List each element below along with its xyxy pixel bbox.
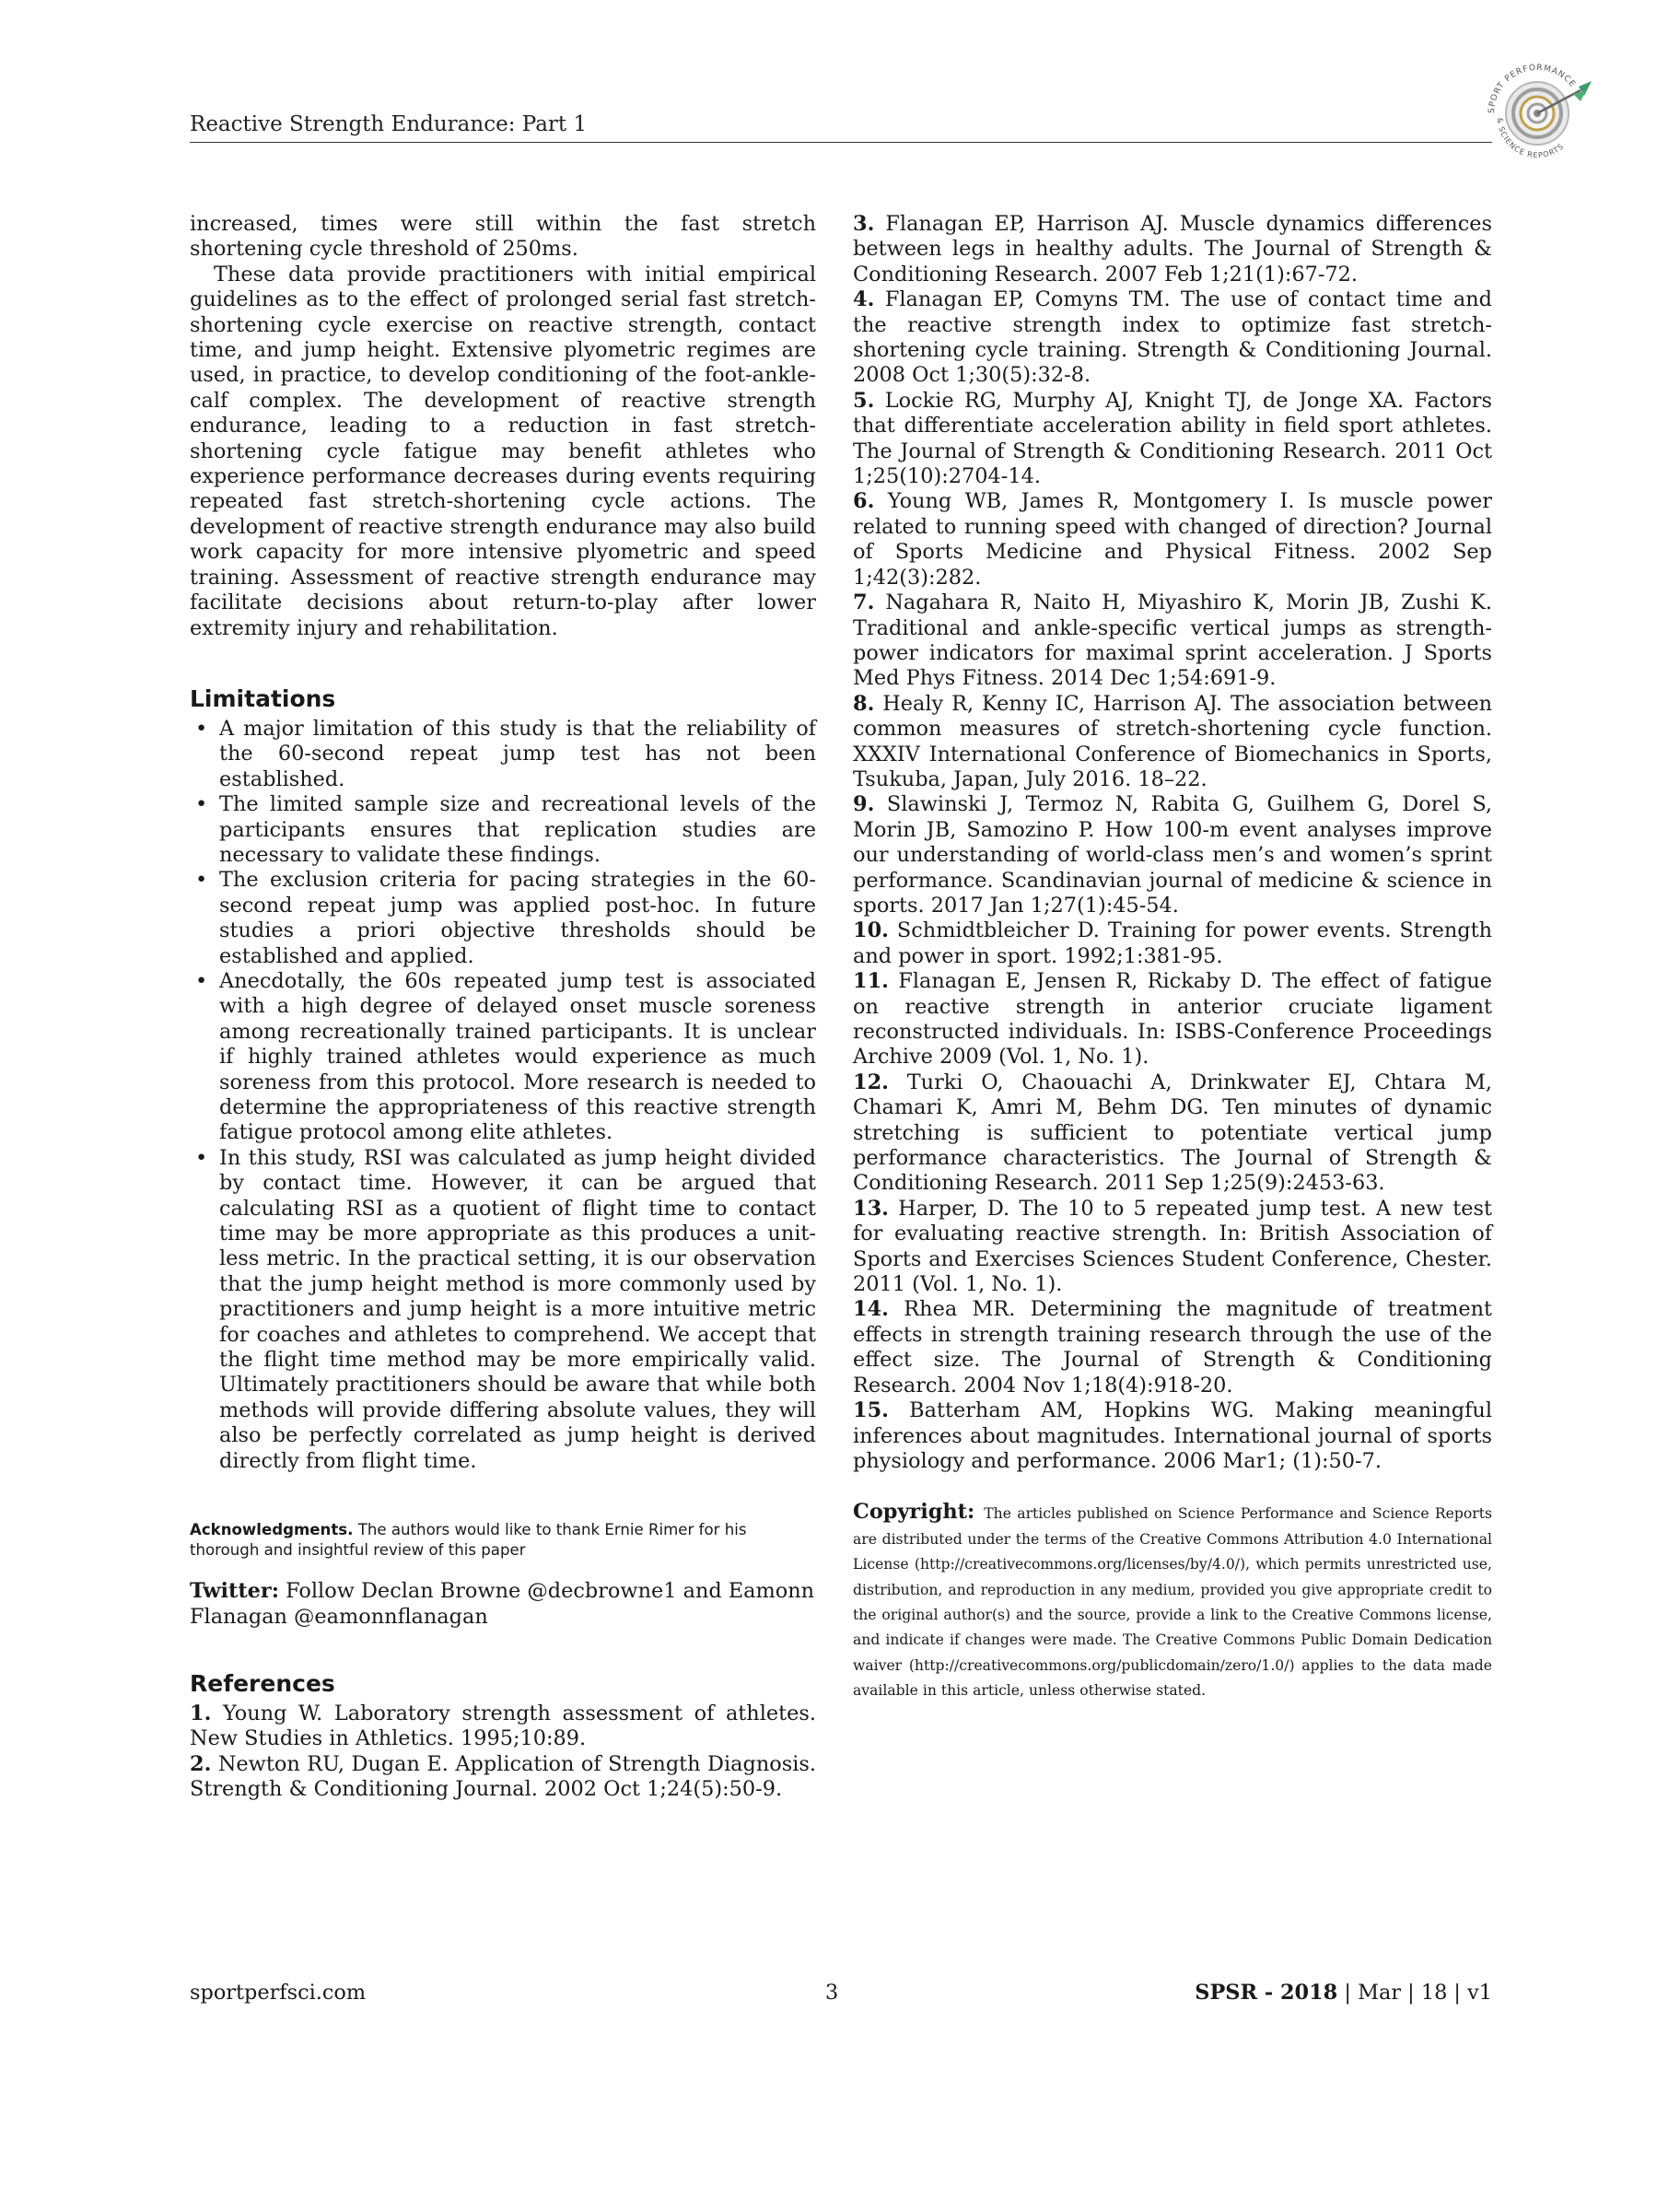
reference-number: 13.	[853, 1196, 889, 1221]
reference-text: Flanagan EP, Comyns TM. The use of contact time and the reactive strength index to optimize fast stretch-shortening cycle training. Strength & Conditioning Journal. 2008 Oct 1;30(5):32-8.	[853, 287, 1493, 388]
reference-text: Schmidtbleicher D. Training for power events. Strength and power in sport. 1992;1:381-95.	[853, 918, 1492, 968]
ack-text: The authors would like to thank Ernie Rimer for his thorough and insightful review of this paper	[190, 1521, 747, 1560]
reference-number: 11.	[853, 969, 889, 994]
reference-item	[853, 918, 1492, 969]
references-heading: References	[190, 1669, 335, 1697]
reference-item	[853, 591, 1492, 692]
reference-item	[853, 489, 1492, 591]
reference-item	[853, 212, 1492, 287]
reference-number: 3.	[853, 212, 875, 236]
list-item: • The exclusion criteria for pacing strategies in the 60-second repeat jump was applied post-hoc. In future studies a priori objective thresholds should be established and applied.	[190, 868, 816, 969]
reference-text: Healy R, Kenny IC, Harrison AJ. The association between common measures of stretch-shortening cycle function. XXXIV International Conference of Biomechanics in Sports, Tsukuba, Japan, July 2016. 18–22.	[853, 691, 1492, 791]
twitter-label: Twitter:	[190, 1579, 279, 1604]
reference-text: Young W. Laboratory strength assessment of athletes. New Studies in Athletics. 1995;10:89.	[190, 1701, 816, 1751]
list-item: • A major limitation of this study is that the reliability of the 60-second repeat jump test has not been established.	[190, 717, 816, 792]
copyright-label: Copyright:	[853, 1500, 975, 1525]
list-item: • Anecdotally, the 60s repeated jump test is associated with a high degree of delayed onset muscle soreness among recreationally trained participants. It is unclear if highly trained athletes would experience as much soreness from this protocol. More research is needed to determine the appropriateness of this reactive strength fatigue protocol among elite athletes.	[190, 969, 816, 1146]
reference-text: Flanagan EP, Harrison AJ. Muscle dynamics differences between legs in healthy adults. The Journal of Strength & Conditioning Research. 2007 Feb 1;21(1):67-72.	[853, 212, 1492, 287]
journal-logo-icon	[1477, 53, 1597, 173]
list-item: • In this study, RSI was calculated as jump height divided by contact time. However, it can be argued that calculating RSI as a quotient of flight time to contact time may be more appropriate as this produces a unit-less metric. In the practical setting, it is our observation that the jump height method is more commonly used by practitioners and jump height is a more intuitive metric for coaches and athletes to comprehend. We accept that the flight time method may be more empirically valid. Ultimately practitioners should be aware that while both methods will provide differing absolute values, they will also be perfectly correlated as jump height is derived directly from flight time.	[190, 1146, 816, 1474]
journal-name: SPSR - 2018	[1195, 1981, 1338, 2005]
reference-item	[853, 1197, 1492, 1298]
reference-item	[190, 1752, 816, 1803]
list-item: • The limited sample size and recreational levels of the participants ensures that replication studies are necessary to validate these findings.	[190, 792, 816, 868]
reference-item	[853, 1070, 1492, 1197]
footer-journal-info	[1195, 1981, 1492, 2005]
reference-item	[853, 792, 1492, 918]
reference-number: 15.	[853, 1398, 889, 1423]
running-title: Reactive Strength Endurance: Part 1	[190, 112, 588, 136]
reference-text: Young WB, James R, Montgomery I. Is muscle power related to running speed with changed of direction? Journal of Sports Medicine and Physical Fitness. 2002 Sep 1;42(3):282.	[853, 489, 1492, 590]
reference-number: 5.	[853, 388, 875, 413]
copyright-text: The articles published on Science Performance and Science Reports are distributed under the terms of the Creative Commons Attribution 4.0 International License (http://creativecommons.org/licenses/by/4.0/), which permits unrestricted use, distribution, and reproduction in any medium, provided you give appropriate credit to the original author(s) and the source, provide a link to the Creative Commons license, and indicate if changes were made. The Creative Commons Public Domain Dedication waiver (http://creativecommons.org/publicdomain/zero/1.0/) applies to the data made available in this article, unless otherwise stated.	[853, 1505, 1492, 1700]
reference-text: Harper, D. The 10 to 5 repeated jump test. A new test for evaluating reactive strength. In: British Association of Sports and Exercises Sciences Student Conference, Chester. 2011 (Vol. 1, No. 1).	[853, 1196, 1492, 1297]
reference-item	[853, 287, 1492, 389]
right-column	[853, 212, 1492, 1704]
reference-item	[853, 1297, 1492, 1398]
reference-text: Newton RU, Dugan E. Application of Strength Diagnosis. Strength & Conditioning Journal. 2002 Oct 1;24(5):50-9.	[190, 1751, 816, 1802]
acknowledgments	[190, 1520, 816, 1561]
reference-number: 2.	[190, 1751, 212, 1776]
twitter-text: Follow Declan Browne @decbrowne1 and Eamonn Flanagan @eamonnflanagan	[190, 1579, 815, 1629]
header-rule	[190, 142, 1492, 143]
reference-item	[853, 389, 1492, 490]
page-number: 3	[825, 1981, 839, 2005]
reference-item	[853, 692, 1492, 793]
reference-item	[190, 1702, 816, 1752]
ack-label: Acknowledgments.	[190, 1521, 354, 1539]
issue-info: | Mar | 18 | v1	[1344, 1981, 1492, 2005]
reference-number: 12.	[853, 1070, 889, 1094]
logo-text-top: SPORT PERFORMANCE	[1487, 63, 1578, 114]
logo-text-bottom: & SCIENCE REPORTS	[1495, 117, 1566, 160]
reference-text: Flanagan E, Jensen R, Rickaby D. The effect of fatigue on reactive strength in anterior cruciate ligament reconstructed individuals. In: ISBS-Conference Proceedings Archive 2009 (Vol. 1, No. 1).	[853, 969, 1492, 1070]
reference-text: Rhea MR. Determining the magnitude of treatment effects in strength training research through the use of the effect size. The Journal of Strength & Conditioning Research. 2004 Nov 1;18(4):918-20.	[853, 1297, 1492, 1398]
reference-item	[853, 1398, 1492, 1474]
reference-item	[853, 969, 1492, 1070]
reference-number: 9.	[853, 792, 875, 817]
limitations-list	[190, 717, 816, 1474]
reference-number: 8.	[853, 691, 875, 716]
limitations-heading: Limitations	[190, 684, 336, 712]
reference-number: 6.	[853, 489, 875, 514]
footer-site: sportperfsci.com	[190, 1981, 367, 2005]
reference-text: Slawinski J, Termoz N, Rabita G, Guilhem G, Dorel S, Morin JB, Samozino P. How 100-m event analyses improve our understanding of world-class men’s and women’s sprint performance. Scandinavian journal of medicine & science in sports. 2017 Jan 1;27(1):45-54.	[853, 792, 1493, 918]
reference-number: 10.	[853, 918, 889, 943]
copyright-notice	[853, 1500, 1492, 1703]
left-column	[190, 212, 816, 1803]
reference-number: 7.	[853, 591, 875, 615]
body-paragraph: These data provide practitioners with initial empirical guidelines as to the effect of prolonged serial fast stretch-shortening cycle exercise on reactive strength, contact time, and jump height. Extensive plyometric regimes are used, in practice, to develop conditioning of the foot-ankle-calf complex. The development of reactive strength endurance, leading to a reduction in fast stretch-shortening cycle fatigue may benefit athletes who experience performance decreases during events requiring repeated fast stretch-shortening cycle actions. The development of reactive strength endurance may also build work capacity for more intensive plyometric and speed training. Assessment of reactive strength endurance may facilitate decisions about return-to-play after lower extremity injury and rehabilitation.	[190, 262, 816, 640]
body-paragraph: increased, times were still within the fast stretch shortening cycle threshold of 250ms.	[190, 212, 816, 262]
twitter-note	[190, 1579, 816, 1630]
reference-text: Nagahara R, Naito H, Miyashiro K, Morin JB, Zushi K. Traditional and ankle-specific vertical jumps as strength-power indicators for maximal sprint acceleration. J Sports Med Phys Fitness. 2014 Dec 1;54:691-9.	[853, 591, 1492, 691]
reference-number: 14.	[853, 1297, 889, 1322]
reference-text: Turki O, Chaouachi A, Drinkwater EJ, Chtara M, Chamari K, Amri M, Behm DG. Ten minutes of dynamic stretching is sufficient to potentiate vertical jump performance characteristics. The Journal of Strength & Conditioning Research. 2011 Sep 1;25(9):2453-63.	[853, 1070, 1492, 1196]
reference-text: Lockie RG, Murphy AJ, Knight TJ, de Jonge XA. Factors that differentiate acceleration ability in field sport athletes. The Journal of Strength & Conditioning Research. 2011 Oct 1;25(10):2704-14.	[853, 388, 1493, 489]
reference-number: 1.	[190, 1701, 212, 1725]
reference-number: 4.	[853, 287, 875, 312]
reference-text: Batterham AM, Hopkins WG. Making meaningful inferences about magnitudes. International journal of sports physiology and performance. 2006 Mar1; (1):50-7.	[853, 1398, 1493, 1473]
